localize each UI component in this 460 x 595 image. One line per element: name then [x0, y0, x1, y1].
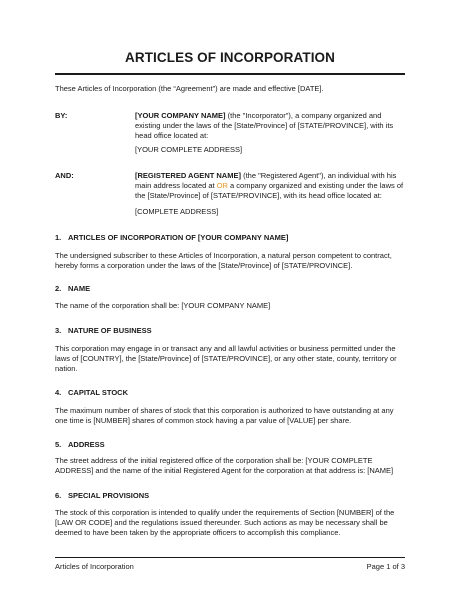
section-line: deemed to have been taken by the appropriate officers to accomplish this compliance. — [55, 527, 341, 537]
section-title: SPECIAL PROVISIONS — [68, 491, 150, 500]
incorporator-address: [YOUR COMPLETE ADDRESS] — [135, 145, 243, 154]
document-title: ARTICLES OF INCORPORATION — [125, 50, 335, 65]
by-desc-line-1: (the "Incorporator"), a company organized and — [225, 111, 382, 120]
section-body — [55, 456, 393, 476]
section-body — [55, 301, 270, 311]
section-title: ARTICLES OF INCORPORATION OF [YOUR COMPANY NAME] — [68, 233, 289, 242]
section-body — [55, 508, 394, 537]
section-number: 6. — [55, 491, 62, 500]
section-heading — [55, 491, 149, 500]
section-body — [55, 251, 392, 271]
footer-page-number: Page 1 of 3 — [366, 562, 405, 571]
and-label: AND: — [55, 171, 74, 180]
section-line: The street address of the initial registered office of the corporation shall be: [YOUR COMPLETE — [55, 456, 373, 465]
section-line: one time is [NUMBER] shares of common stock having a par value of [VALUE] per share. — [55, 415, 352, 425]
section-title: CAPITAL STOCK — [68, 388, 129, 397]
section-line: This corporation may engage in or transact any and all lawful activities or business permitted under the — [55, 344, 396, 353]
and-party-line-3: the [State/Province] of [STATE/PROVINCE], with its head office located at: — [135, 190, 382, 200]
section-heading — [55, 326, 152, 335]
section-title: NATURE OF BUSINESS — [68, 326, 152, 335]
footer-divider — [55, 557, 405, 558]
title-divider — [55, 73, 405, 75]
footer-document-name: Articles of Incorporation — [55, 562, 134, 571]
agent-address: [COMPLETE ADDRESS] — [135, 207, 219, 216]
section-number: 3. — [55, 326, 62, 335]
section-heading — [55, 388, 128, 397]
section-line: The stock of this corporation is intended to qualify under the requirements of Section [NUMBER] of the — [55, 508, 395, 517]
section-body — [55, 406, 394, 426]
and-line-2-pre: main address located at — [135, 180, 217, 190]
and-line-1-rest: (the "Registered Agent"), an individual with his — [240, 171, 397, 180]
section-number: 5. — [55, 440, 62, 449]
and-party-block — [135, 171, 410, 200]
section-line: The undersigned subscriber to these Articles of Incorporation, a natural person competent to contract, — [55, 251, 392, 260]
and-party-line-2 — [135, 181, 410, 191]
section-line: hereby forms a corporation under the laws of the [State/Province] of [STATE/PROVINCE]. — [55, 260, 353, 270]
section-number: 2. — [55, 284, 62, 293]
by-desc-line-2: existing under the laws of the [State/Province] of [STATE/PROVINCE], with its — [135, 120, 394, 130]
section-line: The name of the corporation shall be: [YOUR COMPANY NAME] — [55, 301, 271, 310]
registered-agent-name: [REGISTERED AGENT NAME] — [135, 171, 241, 180]
incorporator-name: [YOUR COMPANY NAME] — [135, 111, 226, 120]
by-desc-line-3: head office located at: — [135, 130, 209, 140]
by-party-block — [135, 111, 410, 140]
and-line-2-post: a company organized and existing under the laws of — [227, 180, 404, 190]
section-title: NAME — [68, 284, 91, 293]
intro-paragraph: These Articles of Incorporation (the “Agreement”) are made and effective [DATE]. — [55, 84, 324, 93]
by-label: BY: — [55, 111, 68, 120]
section-number: 1. — [55, 233, 62, 242]
or-highlight: OR — [216, 180, 228, 190]
section-title: ADDRESS — [68, 440, 105, 449]
section-line: nation. — [55, 363, 78, 373]
section-line: laws of [COUNTRY], the [State/Province] of [STATE/PROVINCE], or any other state, county, territory or — [55, 353, 397, 363]
section-line: [LAW OR CODE] and the regulations issued thereunder. Such actions as may be necessary shall be — [55, 517, 388, 527]
section-line: The maximum number of shares of stock that this corporation is authorized to have outstanding at any — [55, 406, 394, 415]
and-party-line-1 — [135, 171, 410, 181]
section-body — [55, 344, 397, 373]
by-party-line-1 — [135, 111, 410, 121]
section-number: 4. — [55, 388, 62, 397]
section-heading — [55, 233, 288, 242]
section-line: ADDRESS] and the name of the initial Registered Agent for the corporation at that address is: [NAME] — [55, 465, 394, 475]
section-heading — [55, 440, 105, 449]
section-heading — [55, 284, 90, 293]
